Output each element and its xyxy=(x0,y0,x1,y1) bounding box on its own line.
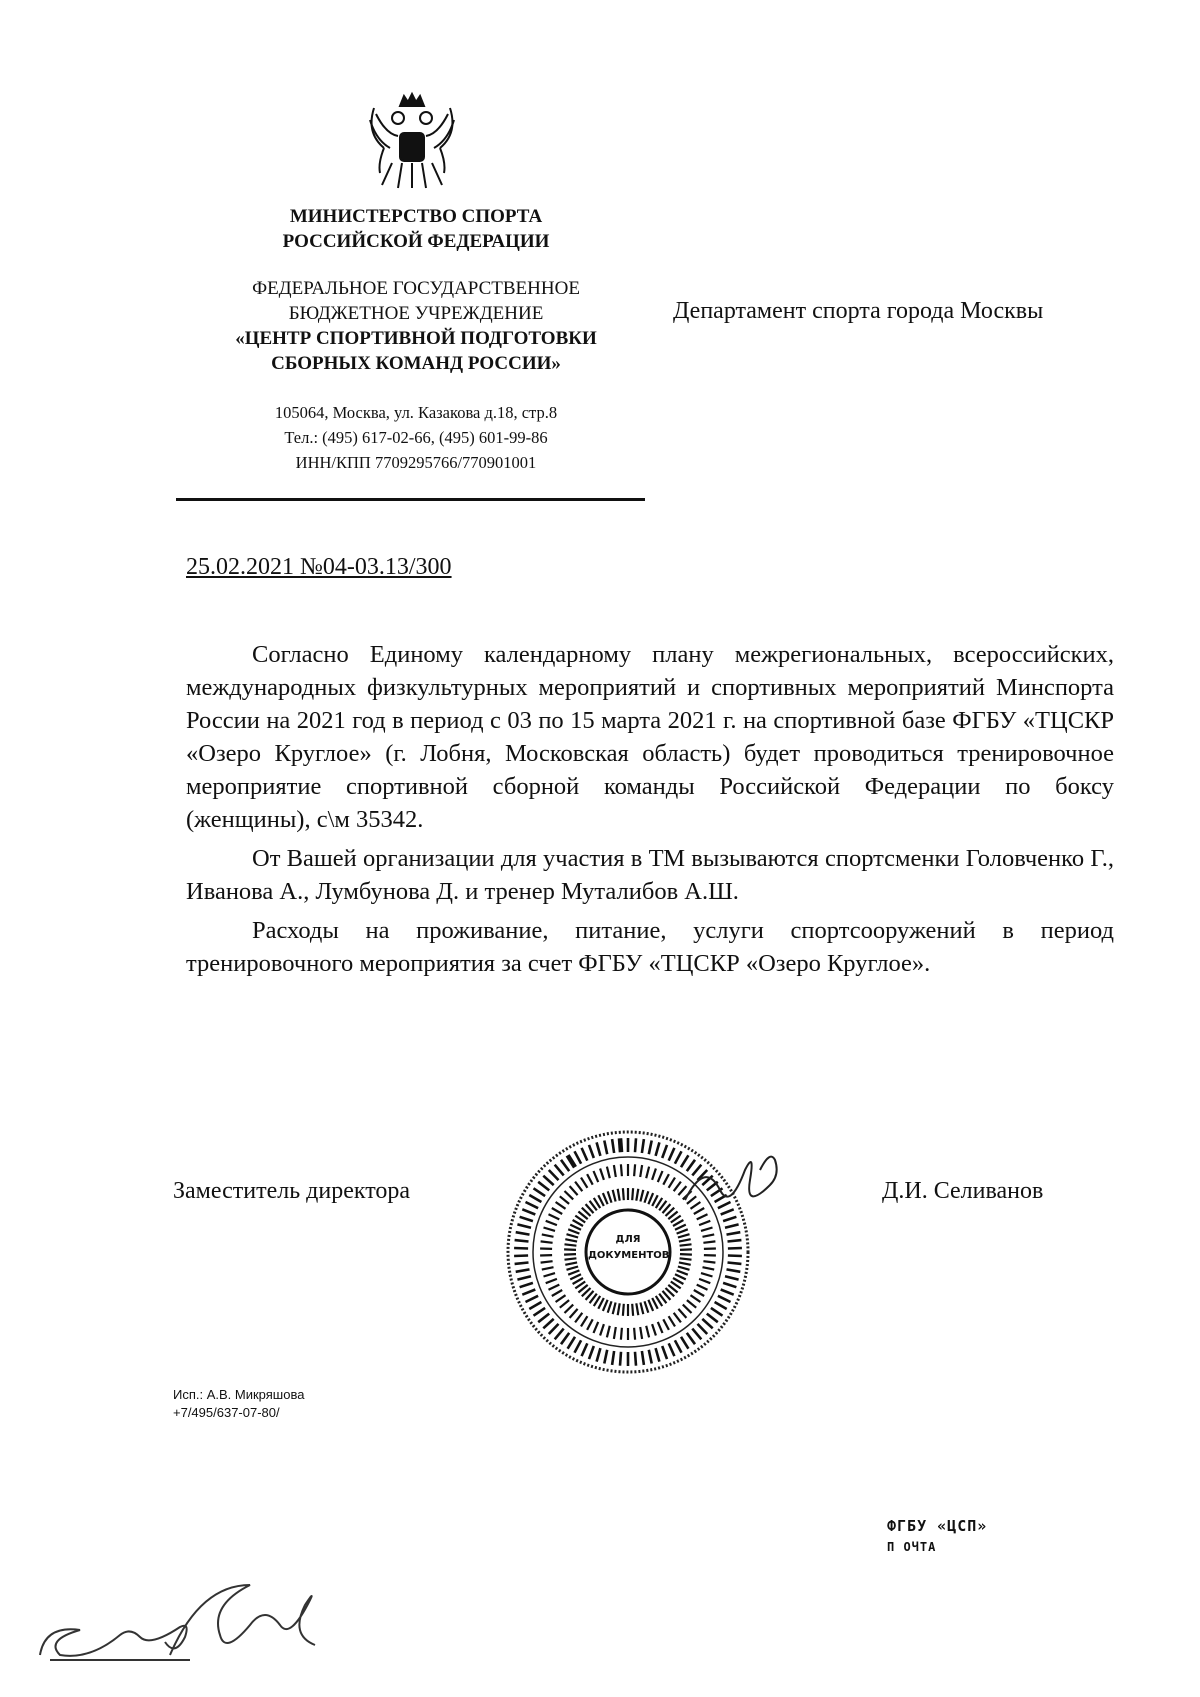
stamp-glyph-mark xyxy=(679,1262,691,1264)
stamp-glyph-mark xyxy=(727,1269,741,1271)
stamp-glyph-mark xyxy=(707,1314,718,1323)
post-mark-org: ФГБУ «ЦСП» xyxy=(887,1517,988,1535)
body-paragraph: Расходы на проживание, питание, услуги спортсооружений в период тренировочного мероприятия за счет ФГБУ «ТЦСКР «Озеро Круглое». xyxy=(186,917,1114,977)
organization-name xyxy=(176,276,656,376)
stamp-glyph-mark xyxy=(522,1290,535,1295)
stamp-glyph-mark xyxy=(698,1324,708,1334)
stamp-glyph-mark xyxy=(522,1209,535,1214)
stamp-glyph-mark xyxy=(640,1165,642,1177)
stamp-glyph-mark xyxy=(669,1148,675,1161)
stamp-glyph-mark xyxy=(564,1249,576,1250)
stamp-glyph-mark xyxy=(728,1263,742,1264)
stamp-glyph-mark xyxy=(613,1190,616,1202)
stamp-glyph-mark xyxy=(600,1169,604,1180)
stamp-glyph-mark xyxy=(623,1304,624,1316)
stamp-glyph-mark xyxy=(728,1240,742,1241)
stamp-glyph-mark xyxy=(634,1164,635,1176)
stamp-glyph-mark xyxy=(658,1171,663,1182)
stamp-glyph-mark xyxy=(669,1343,675,1356)
stamp-glyph-mark xyxy=(711,1308,723,1316)
stamp-glyph-mark xyxy=(645,1301,649,1312)
stamp-glyph-mark xyxy=(556,1295,566,1302)
stamp-glyph-mark xyxy=(658,1322,663,1333)
stamp-glyph-mark xyxy=(620,1138,621,1152)
stamp-glyph-mark xyxy=(620,1352,621,1366)
stamp-glyph-mark xyxy=(640,1303,643,1315)
stamp-glyph-mark xyxy=(687,1300,696,1308)
stamp-glyph-mark xyxy=(541,1241,553,1242)
stamp-glyph-mark xyxy=(697,1285,708,1290)
stamp-glyph-mark xyxy=(678,1234,690,1237)
stamp-glyph-mark xyxy=(648,1193,653,1204)
post-mark xyxy=(887,1516,987,1558)
stamp-glyph-mark xyxy=(597,1142,601,1156)
org-name-line-2: СБОРНЫХ КОМАНД РОССИИ» xyxy=(271,353,561,374)
stamp-glyph-mark xyxy=(703,1241,715,1242)
body-paragraph: Согласно Единому календарному плану межрегиональных, всероссийских, международных физкультурных мероприятий и спортивных мероприятий Минспорта России на 2021 год в период с 03 по 15 марта 2021 г. на спортивной базе ФГБУ «ТЦСКР «Озеро Круглое» (г. Лобня, Московская область) будет проводиться тренировочное мероприятие спортивной сборной команды Российской Федерации по боксу (женщины), с\м 35342. xyxy=(186,641,1114,833)
stamp-glyph-mark xyxy=(640,1327,642,1339)
stamp-glyph-mark xyxy=(614,1327,616,1339)
stamp-glyph-mark xyxy=(555,1329,564,1340)
stamp-glyph-mark xyxy=(544,1273,556,1276)
stamp-glyph-mark xyxy=(663,1174,669,1185)
stamp-glyph-mark xyxy=(568,1155,575,1167)
stamp-glyph-mark xyxy=(520,1283,533,1287)
stamp-center-line-2: ДОКУМЕНТОВ xyxy=(588,1250,670,1261)
stamp-glyph-mark xyxy=(603,1300,608,1311)
stamp-glyph-mark xyxy=(529,1302,541,1309)
stamp-glyph-mark xyxy=(526,1296,539,1302)
stamp-glyph-mark xyxy=(725,1276,739,1279)
stamp-glyph-mark xyxy=(570,1274,581,1279)
ministry-name xyxy=(176,204,656,254)
stamp-glyph-mark xyxy=(632,1188,633,1200)
stamp-glyph-mark xyxy=(728,1248,742,1249)
stamp-glyph-mark xyxy=(581,1178,587,1188)
stamp-glyph-mark xyxy=(702,1319,712,1328)
handwritten-note xyxy=(30,1575,370,1670)
coat-of-arms-icon xyxy=(362,88,462,193)
stamp-glyph-mark xyxy=(515,1263,529,1264)
stamp-glyph-mark xyxy=(534,1188,546,1196)
stamp-glyph-mark xyxy=(575,1340,582,1352)
stamp-glyph-mark xyxy=(721,1290,734,1295)
stamp-glyph-mark xyxy=(621,1164,622,1176)
executor-name: Исп.: А.В. Микряшова xyxy=(173,1387,305,1402)
stamp-glyph-mark xyxy=(589,1145,594,1158)
body-paragraph: От Вашей организации для участия в ТМ вызываются спортсменки Головченко Г., Иванова А., Лумбунова Д. и тренер Муталибов А.Ш. xyxy=(186,845,1114,905)
stamp-glyph-mark xyxy=(635,1352,636,1366)
stamp-glyph-mark xyxy=(594,1171,599,1182)
stamp-glyph-mark xyxy=(587,1319,593,1330)
stamp-glyph-mark xyxy=(568,1337,575,1349)
stamp-glyph-mark xyxy=(675,1225,686,1230)
stamp-glyph-mark xyxy=(575,1182,582,1192)
stamp-glyph-mark xyxy=(607,1167,610,1179)
stamp-glyph-mark xyxy=(652,1169,656,1180)
stamp-glyph-mark xyxy=(701,1228,713,1231)
org-name-line-1: «ЦЕНТР СПОРТИВНОЙ ПОДГОТОВКИ xyxy=(235,328,597,349)
stamp-glyph-mark xyxy=(645,1191,649,1202)
stamp-glyph-mark xyxy=(681,1337,688,1349)
stamp-glyph-mark xyxy=(679,1239,691,1241)
stamp-glyph-mark xyxy=(642,1351,644,1365)
stamp-glyph-mark xyxy=(634,1328,635,1340)
stamp-glyph-mark xyxy=(546,1221,557,1225)
stamp-glyph-mark xyxy=(514,1248,528,1249)
stamp-glyph-mark xyxy=(515,1240,529,1241)
stamp-glyph-mark xyxy=(560,1196,569,1204)
org-address: 105064, Москва, ул. Казакова д.18, стр.8 xyxy=(274,403,558,422)
stamp-glyph-mark xyxy=(635,1138,636,1152)
stamp-glyph-mark xyxy=(680,1244,692,1245)
stamp-glyph-mark xyxy=(552,1208,562,1214)
stamp-glyph-mark xyxy=(656,1142,660,1156)
stamp-glyph-mark xyxy=(565,1258,577,1259)
stamp-glyph-mark xyxy=(691,1295,701,1302)
stamp-glyph-mark xyxy=(675,1274,686,1279)
stamp-glyph-mark xyxy=(555,1165,564,1176)
stamp-glyph-mark xyxy=(623,1188,624,1200)
stamp-glyph-mark xyxy=(677,1270,688,1274)
stamp-glyph-mark xyxy=(646,1167,649,1179)
stamp-glyph-mark xyxy=(649,1141,652,1155)
stamp-glyph-mark xyxy=(542,1267,554,1269)
stamp-glyph-mark xyxy=(692,1329,701,1340)
stamp-glyph-mark xyxy=(662,1346,667,1359)
stamp-glyph-mark xyxy=(656,1348,660,1362)
stamp-glyph-mark xyxy=(516,1232,530,1234)
stamp-glyph-mark xyxy=(575,1313,582,1323)
stamp-glyph-mark xyxy=(675,1340,682,1352)
stamp-glyph-mark xyxy=(604,1350,607,1364)
stamp-glyph-mark xyxy=(582,1343,588,1356)
stamp-glyph-mark xyxy=(642,1139,644,1153)
stamp-glyph-mark xyxy=(648,1300,653,1311)
signatory-title: Заместитель директора xyxy=(173,1178,411,1204)
stamp-glyph-mark xyxy=(612,1139,614,1153)
stamp-glyph-mark xyxy=(542,1234,554,1236)
stamp-glyph-mark xyxy=(549,1170,559,1180)
stamp-glyph-mark xyxy=(678,1309,686,1318)
stamp-glyph-mark xyxy=(618,1303,620,1315)
stamp-glyph-mark xyxy=(652,1324,656,1335)
stamp-glyph-mark xyxy=(560,1300,569,1308)
org-inn: ИНН/КПП 7709295766/770901001 xyxy=(295,453,537,472)
stamp-glyph-mark xyxy=(604,1141,607,1155)
stamp-glyph-mark xyxy=(614,1165,616,1177)
stamp-glyph-mark xyxy=(607,1326,610,1338)
stamp-glyph-mark xyxy=(568,1229,579,1233)
stamp-glyph-mark xyxy=(575,1151,582,1163)
stamp-glyph-mark xyxy=(701,1273,713,1276)
stamp-glyph-mark xyxy=(718,1296,731,1302)
stamp-glyph-mark xyxy=(677,1229,688,1233)
stamp-glyph-mark xyxy=(516,1269,530,1271)
stamp-glyph-mark xyxy=(608,1301,612,1312)
stamp-glyph-mark xyxy=(613,1303,616,1315)
stamp-glyph-mark xyxy=(669,1316,675,1326)
org-type-line-2: БЮДЖЕТНОЕ УЧРЕЖДЕНИЕ xyxy=(288,303,544,324)
stamp-center-text xyxy=(588,1232,668,1264)
stamp-glyph-mark xyxy=(683,1305,692,1313)
stamp-glyph-mark xyxy=(565,1262,577,1264)
stamp-glyph-mark xyxy=(715,1302,727,1309)
stamp-glyph-mark xyxy=(703,1267,715,1269)
stamp-glyph-mark xyxy=(636,1303,638,1315)
stamp-glyph-mark xyxy=(680,1249,692,1250)
stamp-glyph-mark xyxy=(526,1202,539,1208)
stamp-glyph-mark xyxy=(680,1254,692,1255)
stamp-glyph-mark xyxy=(546,1279,557,1283)
stamp-glyph-mark xyxy=(649,1350,652,1364)
stamp-glyph-mark xyxy=(565,1244,577,1245)
ministry-line-2: РОССИЙСКОЙ ФЕДЕРАЦИИ xyxy=(282,231,550,252)
stamp-glyph-mark xyxy=(534,1308,546,1316)
stamp-glyph-mark xyxy=(589,1346,594,1359)
stamp-glyph-mark xyxy=(621,1328,622,1340)
org-phone: Тел.: (495) 617-02-66, (495) 601-99-86 xyxy=(284,428,548,447)
stamp-glyph-mark xyxy=(587,1174,593,1185)
stamp-glyph-mark xyxy=(597,1348,601,1362)
stamp-glyph-mark xyxy=(549,1285,560,1290)
stamp-glyph-mark xyxy=(612,1351,614,1365)
letter-body xyxy=(186,638,1114,980)
stamp-glyph-mark xyxy=(564,1254,576,1255)
recipient: Департамент спорта города Москвы xyxy=(673,298,1044,324)
stamp-glyph-mark xyxy=(727,1232,741,1234)
stamp-glyph-mark xyxy=(556,1202,566,1209)
org-contacts xyxy=(176,400,656,475)
stamp-glyph-mark xyxy=(549,1324,559,1334)
stamp-glyph-mark xyxy=(567,1267,579,1270)
signatory-name: Д.И. Селиванов xyxy=(882,1178,1044,1204)
stamp-glyph-mark xyxy=(703,1261,715,1262)
stamp-glyph-mark xyxy=(674,1313,681,1323)
stamp-glyph-mark xyxy=(543,1319,553,1328)
stamp-glyph-mark xyxy=(543,1176,553,1185)
stamp-glyph-mark xyxy=(565,1191,574,1199)
handwritten-signature xyxy=(680,1150,790,1225)
stamp-glyph-mark xyxy=(538,1314,549,1323)
org-type-line-1: ФЕДЕРАЛЬНОЕ ГОСУДАРСТВЕННОЕ xyxy=(252,278,580,299)
stamp-glyph-mark xyxy=(669,1178,675,1188)
stamp-glyph-mark xyxy=(646,1326,649,1338)
stamp-glyph-mark xyxy=(600,1324,604,1335)
stamp-glyph-mark xyxy=(517,1224,531,1227)
stamp-glyph-mark xyxy=(570,1309,578,1318)
stamp-glyph-mark xyxy=(632,1304,633,1316)
stamp-glyph-mark xyxy=(561,1160,569,1171)
stamp-glyph-mark xyxy=(568,1270,579,1274)
stamp-glyph-mark xyxy=(618,1189,620,1201)
executor-info xyxy=(173,1386,304,1422)
stamp-glyph-mark xyxy=(565,1239,577,1241)
stamp-glyph-mark xyxy=(699,1279,710,1283)
reference-number: 25.02.2021 №04-03.13/300 xyxy=(186,554,452,580)
stamp-glyph-mark xyxy=(728,1256,742,1257)
stamp-glyph-mark xyxy=(636,1189,638,1201)
stamp-glyph-mark xyxy=(582,1148,588,1161)
executor-phone: +7/495/637-07-80/ xyxy=(173,1405,280,1420)
stamp-glyph-mark xyxy=(694,1290,704,1296)
stamp-glyph-mark xyxy=(570,1186,578,1195)
stamp-glyph-mark xyxy=(520,1217,533,1221)
post-mark-label: П ОЧТА xyxy=(887,1540,937,1554)
stamp-glyph-mark xyxy=(549,1214,560,1219)
stamp-glyph-mark xyxy=(570,1225,581,1230)
stamp-center-line-1: ДЛЯ xyxy=(615,1234,641,1245)
stamp-glyph-mark xyxy=(581,1316,587,1326)
stamp-glyph-mark xyxy=(640,1190,643,1202)
stamp-glyph-mark xyxy=(723,1283,736,1287)
stamp-glyph-mark xyxy=(552,1290,562,1296)
stamp-glyph-mark xyxy=(561,1333,569,1344)
stamp-glyph-mark xyxy=(678,1267,690,1270)
stamp-glyph-mark xyxy=(567,1234,579,1237)
stamp-glyph-mark xyxy=(529,1195,541,1202)
stamp-glyph-mark xyxy=(703,1234,715,1236)
stamp-glyph-mark xyxy=(538,1182,549,1191)
stamp-glyph-mark xyxy=(680,1258,692,1259)
stamp-glyph-mark xyxy=(663,1319,669,1330)
stamp-glyph-mark xyxy=(565,1305,574,1313)
stamp-glyph-mark xyxy=(514,1256,528,1257)
header-divider xyxy=(176,498,645,501)
stamp-glyph-mark xyxy=(594,1322,599,1333)
stamp-glyph-mark xyxy=(544,1228,556,1231)
stamp-glyph-mark xyxy=(517,1276,531,1279)
stamp-glyph-mark xyxy=(687,1333,695,1344)
ministry-line-1: МИНИСТЕРСТВО СПОРТА xyxy=(289,206,543,227)
stamp-glyph-mark xyxy=(603,1193,608,1204)
stamp-glyph-mark xyxy=(541,1261,553,1262)
stamp-glyph-mark xyxy=(608,1191,612,1202)
stamp-glyph-mark xyxy=(662,1145,667,1158)
